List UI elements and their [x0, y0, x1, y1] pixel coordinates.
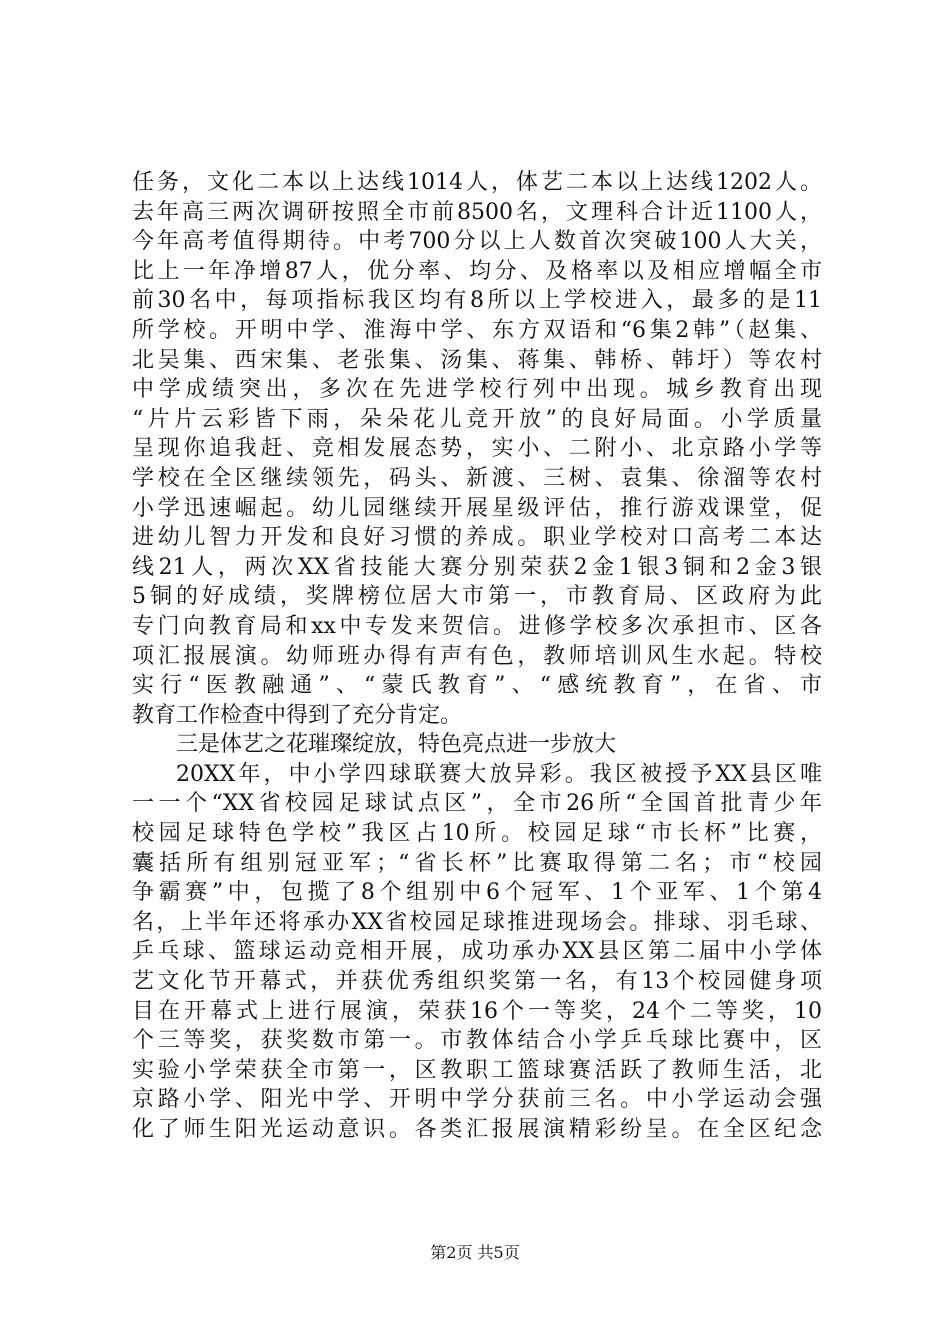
- text-line: 乒乓球、篮球运动竞相开展，成功承办XX县区第二届中小学体: [132, 939, 822, 965]
- text-line: 艺文化节开幕式，并获优秀组织奖第一名，有13个校园健身项: [132, 969, 822, 995]
- text-line: 囊括所有组别冠亚军；“省长杯”比赛取得第二名；市“校园: [132, 850, 822, 876]
- text-line: 小学迅速崛起。幼儿园继续开展星级评估，推行游戏课堂，促: [132, 495, 822, 521]
- text-line: 实验小学荣获全市第一，区教职工篮球赛活跃了教师生活，北: [132, 1057, 822, 1083]
- text-line: 进幼儿智力开发和良好习惯的养成。职业学校对口高考二本达: [132, 525, 822, 551]
- text-line: 线21人，两次XX省技能大赛分别荣获2金1银3铜和2金3银: [132, 554, 822, 580]
- text-line: 北吴集、西宋集、老张集、汤集、蒋集、韩桥、韩圩）等农村: [132, 347, 822, 373]
- text-line: 前30名中，每项指标我区均有8所以上学校进入，最多的是11: [132, 288, 822, 314]
- text-line: 中学成绩突出，多次在先进学校行列中出现。城乡教育出现: [132, 377, 822, 403]
- text-line: 一一个“XX省校园足球试点区”，全市26所“全国首批青少年: [132, 791, 822, 817]
- text-line: 京路小学、阳光中学、开明中学分获前三名。中小学运动会强: [132, 1087, 822, 1113]
- text-line: 所学校。开明中学、淮海中学、东方双语和“6集2韩”（赵集、: [132, 317, 822, 343]
- text-line: 校园足球特色学校”我区占10所。校园足球“市长杯”比赛，: [132, 821, 822, 847]
- text-line: 任务，文化二本以上达线1014人，体艺二本以上达线1202人。: [132, 170, 822, 195]
- text-line: “片片云彩皆下雨，朵朵花儿竞开放”的良好局面。小学质量: [132, 406, 822, 432]
- text-line: 呈现你追我赶、竞相发展态势，实小、二附小、北京路小学等: [132, 436, 822, 462]
- text-line: 比上一年净增87人，优分率、均分、及格率以及相应增幅全市: [132, 258, 822, 284]
- text-line: 目在开幕式上进行展演，荣获16个一等奖，24个二等奖，10: [132, 998, 822, 1024]
- text-line: 学校在全区继续领先，码头、新渡、三树、袁集、徐溜等农村: [132, 465, 822, 491]
- text-line: 教育工作检查中得到了充分肯定。: [132, 702, 463, 728]
- text-line: 5铜的好成绩，奖牌榜位居大市第一，市教育局、区政府为此: [132, 584, 822, 610]
- text-line: 实行“医教融通”、“蒙氏教育”、“感统教育”，在省、市: [132, 673, 822, 699]
- text-line: 化了师生阳光运动意识。各类汇报展演精彩纷呈。在全区纪念: [132, 1117, 822, 1142]
- text-line: 今年高考值得期待。中考700分以上人数首次突破100人大关，: [132, 229, 822, 255]
- text-line: 名，上半年还将承办XX省校园足球推进现场会。排球、羽毛球、: [132, 909, 822, 935]
- body-text: [132, 168, 822, 1145]
- page-number-label: 第2页 共5页: [430, 1243, 520, 1262]
- text-line: 去年高三两次调研按照全市前8500名，文理科合计近1100人，: [132, 199, 822, 225]
- text-line: 个三等奖，获奖数市第一。市教体结合小学乒乓球比赛中，区: [132, 1028, 822, 1054]
- text-line: 项汇报展演。幼师班办得有声有色，教师培训风生水起。特校: [132, 643, 822, 669]
- page-footer: [0, 1243, 950, 1263]
- text-line: 专门向教育局和xx中专发来贺信。进修学校多次承担市、区各: [132, 613, 822, 639]
- text-line: 20XX年，中小学四球联赛大放异彩。我区被授予XX县区唯: [176, 761, 822, 787]
- text-line: 争霸赛”中，包揽了8个组别中6个冠军、1个亚军、1个第4: [132, 880, 822, 906]
- section-heading: 三是体艺之花璀璨绽放，特色亮点进一步放大: [176, 732, 617, 758]
